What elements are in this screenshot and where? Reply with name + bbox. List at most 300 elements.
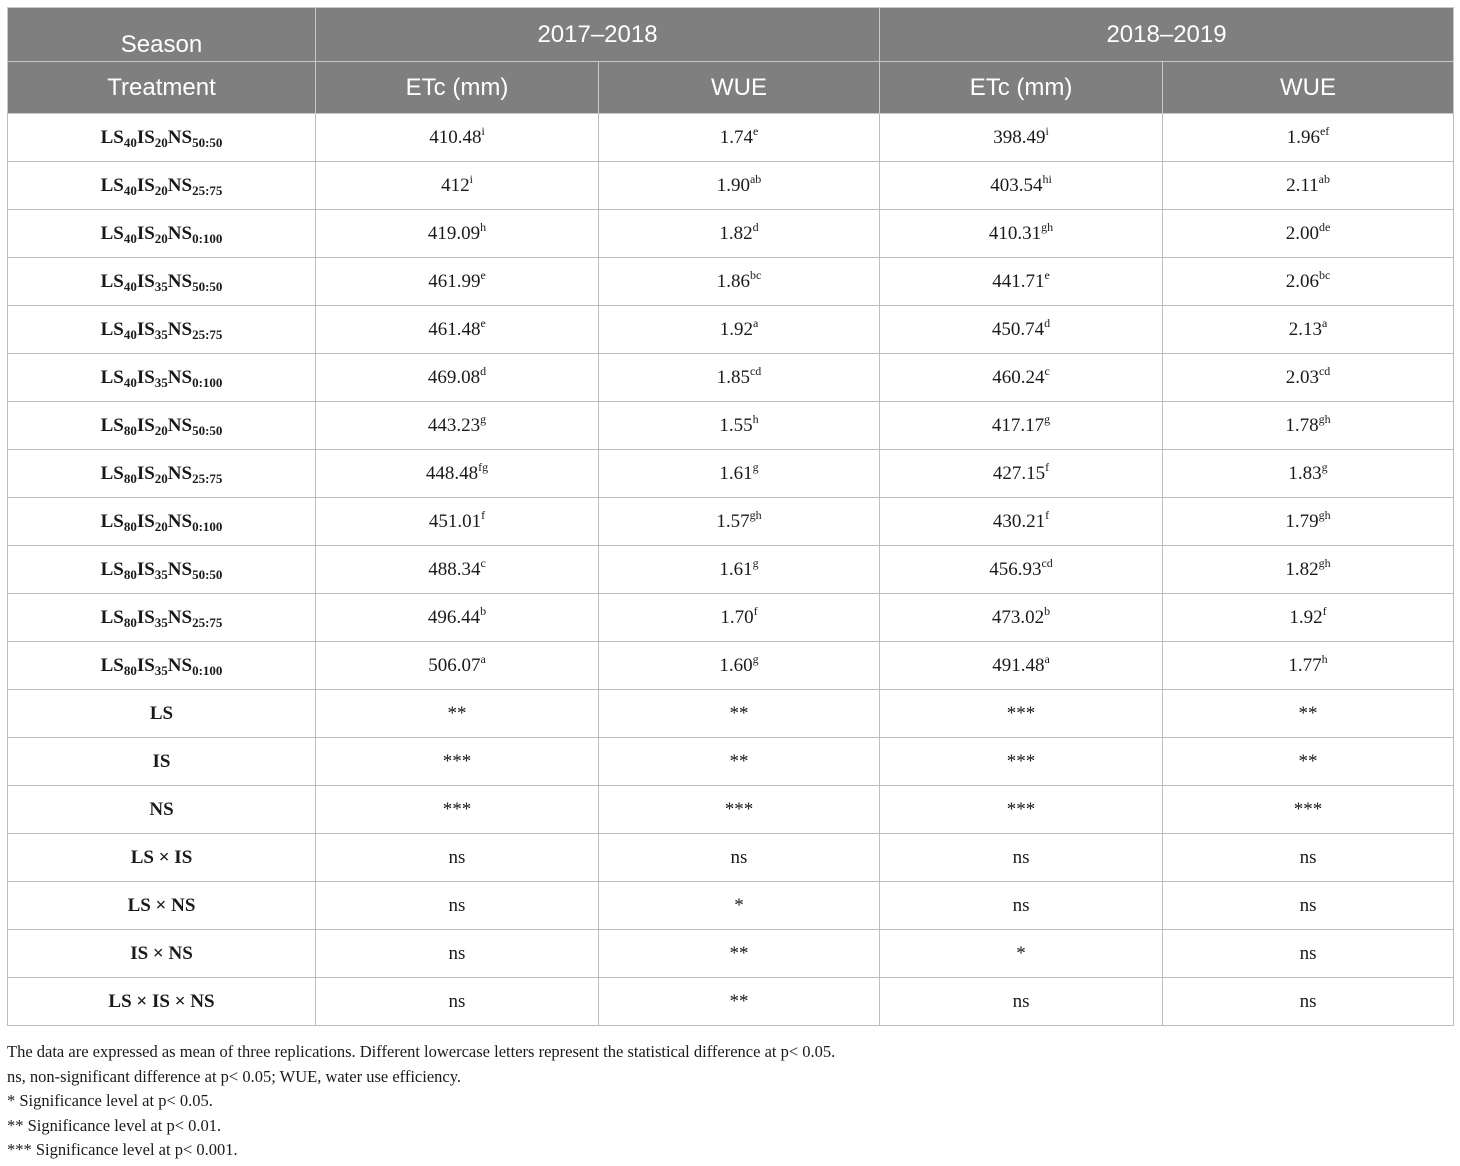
wue-cell <box>599 306 880 354</box>
footnote-line: *** Significance level at p< 0.001. <box>7 1140 238 1160</box>
etc-cell <box>880 594 1163 642</box>
treatment-factor: LS <box>100 270 124 292</box>
wue-cell <box>1163 498 1454 546</box>
wue-cell <box>1163 210 1454 258</box>
significance-letters: gh <box>1318 507 1331 522</box>
significance-letters: b <box>480 603 487 618</box>
cell-value: 451.01 <box>428 510 482 532</box>
significance-letters: b <box>1044 603 1051 618</box>
treatment-level: 50:50 <box>192 278 223 294</box>
significance-cell: ns <box>1163 930 1454 978</box>
cell-value: 456.93 <box>989 558 1042 580</box>
treatment-cell <box>8 546 316 594</box>
treatment-level: 80 <box>123 422 137 438</box>
significance-cell: * <box>599 882 880 930</box>
significance-cell: *** <box>880 786 1163 834</box>
effect-name-cell: LS × IS × NS <box>8 978 316 1026</box>
cell-value: 448.48 <box>425 462 479 484</box>
significance-cell: *** <box>316 738 599 786</box>
treatment-factor: LS <box>100 462 124 484</box>
table-row <box>8 258 1454 306</box>
significance-letters: d <box>1044 315 1051 330</box>
cell-value: 491.48 <box>992 654 1045 676</box>
significance-letters: g <box>480 411 487 426</box>
significance-letters: g <box>1044 411 1051 426</box>
wue-cell <box>1163 114 1454 162</box>
treatment-factor: LS <box>100 366 124 388</box>
cell-value: 488.34 <box>428 558 481 580</box>
significance-cell: *** <box>1163 786 1454 834</box>
treatment-factor: NS <box>167 558 193 580</box>
wue-cell <box>1163 642 1454 690</box>
significance-cell: ** <box>599 930 880 978</box>
treatment-cell <box>8 306 316 354</box>
significance-letters: gh <box>1318 555 1331 570</box>
treatment-factor: NS <box>167 126 193 148</box>
significance-letters: f <box>753 603 758 618</box>
cell-value: 1.92 <box>1289 606 1323 628</box>
treatment-factor: IS <box>136 126 155 148</box>
wue-cell <box>599 546 880 594</box>
cell-value: 1.70 <box>720 606 754 628</box>
cell-value: 2.00 <box>1285 222 1319 244</box>
results-table-container <box>7 7 1453 1026</box>
table-row <box>8 834 1454 882</box>
wue-cell <box>1163 402 1454 450</box>
cell-value: 1.61 <box>719 558 753 580</box>
treatment-factor: IS <box>136 606 155 628</box>
treatment-cell <box>8 354 316 402</box>
footnote-line: The data are expressed as mean of three replications. Different lowercase letters represent the statistical difference at p< 0.05. <box>7 1042 836 1061</box>
significance-letters: gh <box>1318 411 1331 426</box>
treatment-level: 20 <box>154 470 168 486</box>
treatment-level: 80 <box>123 470 137 486</box>
treatment-level: 40 <box>123 374 137 390</box>
effect-name-cell: IS × NS <box>8 930 316 978</box>
significance-letters: a <box>1321 315 1328 330</box>
table-body <box>8 114 1454 1026</box>
cell-value: 410.31 <box>988 222 1042 244</box>
table-row <box>8 498 1454 546</box>
significance-letters: e <box>480 315 486 330</box>
significance-cell: *** <box>599 786 880 834</box>
treatment-factor: NS <box>167 462 193 484</box>
footnote-line: * Significance level at p< 0.05. <box>7 1091 213 1111</box>
treatment-cell <box>8 258 316 306</box>
significance-letters: ab <box>749 171 762 186</box>
header-row-season <box>8 8 1454 62</box>
table-footnotes <box>7 1040 1447 1163</box>
treatment-factor: IS <box>136 654 155 676</box>
treatment-cell <box>8 498 316 546</box>
cell-value: 2.11 <box>1286 174 1319 196</box>
significance-letters: d <box>752 219 759 234</box>
significance-letters: d <box>480 363 487 378</box>
etc-cell <box>316 162 599 210</box>
treatment-factor: LS <box>100 222 124 244</box>
treatment-level: 80 <box>123 566 137 582</box>
wue-cell <box>1163 258 1454 306</box>
cell-value: 1.61 <box>719 462 753 484</box>
treatment-cell <box>8 162 316 210</box>
significance-letters: e <box>480 267 486 282</box>
significance-letters: cd <box>1041 555 1053 570</box>
treatment-factor: NS <box>167 414 193 436</box>
etc-cell <box>316 114 599 162</box>
etc-cell <box>880 354 1163 402</box>
effect-name-cell: NS <box>8 786 316 834</box>
significance-cell: ** <box>316 690 599 738</box>
table-row <box>8 882 1454 930</box>
treatment-level: 0:100 <box>192 662 223 678</box>
significance-letters: de <box>1318 219 1331 234</box>
cell-value: 506.07 <box>428 654 481 676</box>
significance-cell: ns <box>880 882 1163 930</box>
cell-value: 443.23 <box>427 414 481 436</box>
significance-letters: e <box>752 123 759 138</box>
wue-cell <box>599 354 880 402</box>
etc-cell <box>316 450 599 498</box>
cell-value: 410.48 <box>429 126 482 148</box>
significance-letters: f <box>1322 603 1327 618</box>
treatment-level: 0:100 <box>192 230 223 246</box>
etc-cell <box>316 210 599 258</box>
treatment-factor: IS <box>136 462 155 484</box>
etc-cell <box>316 594 599 642</box>
treatment-level: 0:100 <box>192 374 223 390</box>
significance-cell: ns <box>316 930 599 978</box>
significance-letters: c <box>1044 363 1050 378</box>
wue-cell <box>1163 450 1454 498</box>
table-row <box>8 450 1454 498</box>
treatment-level: 20 <box>154 134 168 150</box>
cell-value: 1.57 <box>716 510 750 532</box>
etc-cell <box>316 306 599 354</box>
treatment-cell <box>8 642 316 690</box>
treatment-factor: LS <box>100 174 124 196</box>
table-row <box>8 546 1454 594</box>
treatment-factor: LS <box>100 558 124 580</box>
treatment-factor: IS <box>136 558 155 580</box>
significance-cell: ns <box>316 978 599 1026</box>
cell-value: 412 <box>441 174 470 196</box>
treatment-cell <box>8 210 316 258</box>
significance-cell: ns <box>880 978 1163 1026</box>
table-row <box>8 210 1454 258</box>
treatment-level: 25:75 <box>192 470 223 486</box>
treatment-factor: LS <box>100 318 124 340</box>
significance-letters: hi <box>1042 171 1052 186</box>
treatment-factor: LS <box>100 414 124 436</box>
cell-value: 417.17 <box>991 414 1045 436</box>
treatment-level: 20 <box>154 422 168 438</box>
significance-cell: ns <box>316 834 599 882</box>
header-etc-1: ETc (mm) <box>316 62 599 114</box>
treatment-factor: IS <box>136 510 155 532</box>
treatment-level: 80 <box>123 518 137 534</box>
wue-cell <box>599 402 880 450</box>
treatment-level: 40 <box>123 278 137 294</box>
header-etc-2: ETc (mm) <box>880 62 1163 114</box>
cell-value: 398.49 <box>993 126 1046 148</box>
treatment-factor: NS <box>167 174 193 196</box>
treatment-level: 0:100 <box>192 518 223 534</box>
treatment-factor: LS <box>100 606 124 628</box>
wue-cell <box>1163 162 1454 210</box>
treatment-level: 35 <box>154 614 168 630</box>
cell-value: 1.96 <box>1286 126 1320 148</box>
wue-cell <box>599 162 880 210</box>
treatment-factor: IS <box>136 270 155 292</box>
effect-name-cell: LS × NS <box>8 882 316 930</box>
wue-cell <box>599 258 880 306</box>
significance-cell: * <box>880 930 1163 978</box>
effect-name-cell: LS <box>8 690 316 738</box>
treatment-level: 35 <box>154 326 168 342</box>
footnote-line: ** Significance level at p< 0.01. <box>7 1115 222 1135</box>
cell-value: 450.74 <box>991 318 1045 340</box>
significance-letters: a <box>752 315 759 330</box>
treatment-cell <box>8 450 316 498</box>
header-row-columns <box>8 62 1454 114</box>
etc-cell <box>880 306 1163 354</box>
wue-cell <box>599 594 880 642</box>
treatment-cell <box>8 594 316 642</box>
etc-cell <box>880 114 1163 162</box>
cell-value: 1.74 <box>719 126 753 148</box>
table-row <box>8 690 1454 738</box>
treatment-level: 20 <box>154 518 168 534</box>
treatment-cell <box>8 114 316 162</box>
treatment-level: 50:50 <box>192 422 223 438</box>
etc-cell <box>316 258 599 306</box>
cell-value: 427.15 <box>992 462 1046 484</box>
treatment-factor: NS <box>167 510 193 532</box>
cell-value: 469.08 <box>427 366 481 388</box>
table-row <box>8 354 1454 402</box>
significance-letters: g <box>752 555 759 570</box>
significance-letters: gh <box>749 507 762 522</box>
etc-cell <box>880 450 1163 498</box>
significance-cell: *** <box>316 786 599 834</box>
significance-letters: g <box>752 651 759 666</box>
significance-letters: f <box>1045 507 1050 522</box>
significance-cell: ** <box>1163 690 1454 738</box>
table-row <box>8 738 1454 786</box>
wue-cell <box>1163 594 1454 642</box>
treatment-factor: NS <box>167 222 193 244</box>
effect-name-cell: LS × IS <box>8 834 316 882</box>
wue-cell <box>599 114 880 162</box>
cell-value: 461.48 <box>428 318 481 340</box>
significance-cell: ** <box>599 978 880 1026</box>
treatment-level: 35 <box>154 662 168 678</box>
header-wue-1: WUE <box>599 62 880 114</box>
treatment-level: 35 <box>154 566 168 582</box>
treatment-factor: IS <box>136 318 155 340</box>
significance-cell: ns <box>1163 882 1454 930</box>
etc-cell <box>316 354 599 402</box>
treatment-factor: IS <box>136 174 155 196</box>
cell-value: 1.55 <box>719 414 753 436</box>
cell-value: 1.85 <box>716 366 750 388</box>
treatment-level: 35 <box>154 278 168 294</box>
header-season-1: 2017–2018 <box>316 8 880 62</box>
cell-value: 473.02 <box>991 606 1045 628</box>
treatment-factor: NS <box>167 654 193 676</box>
cell-value: 1.90 <box>716 174 750 196</box>
cell-value: 1.82 <box>1285 558 1319 580</box>
treatment-level: 50:50 <box>192 566 223 582</box>
table-row <box>8 978 1454 1026</box>
significance-letters: h <box>1321 651 1328 666</box>
cell-value: 460.24 <box>992 366 1045 388</box>
significance-letters: i <box>1045 123 1049 138</box>
cell-value: 1.60 <box>719 654 753 676</box>
wue-cell <box>1163 306 1454 354</box>
cell-value: 1.83 <box>1288 462 1322 484</box>
etc-cell <box>880 162 1163 210</box>
etc-cell <box>880 210 1163 258</box>
cell-value: 403.54 <box>990 174 1043 196</box>
significance-letters: a <box>480 651 486 666</box>
etc-cell <box>316 402 599 450</box>
significance-cell: *** <box>880 690 1163 738</box>
significance-cell: ns <box>599 834 880 882</box>
treatment-factor: IS <box>136 222 155 244</box>
table-row <box>8 594 1454 642</box>
etc-cell <box>880 402 1163 450</box>
significance-letters: e <box>1044 267 1050 282</box>
header-season-2: 2018–2019 <box>880 8 1454 62</box>
treatment-level: 40 <box>123 230 137 246</box>
etc-cell <box>880 642 1163 690</box>
significance-letters: h <box>752 411 759 426</box>
treatment-factor: NS <box>167 366 193 388</box>
significance-letters: fg <box>478 459 489 474</box>
significance-letters: bc <box>1318 267 1331 282</box>
significance-cell: ns <box>1163 978 1454 1026</box>
cell-value: 430.21 <box>992 510 1046 532</box>
treatment-level: 40 <box>123 182 137 198</box>
treatment-level: 20 <box>154 230 168 246</box>
treatment-factor: NS <box>167 606 193 628</box>
significance-letters: cd <box>1318 363 1331 378</box>
footnote-line: ns, non-significant difference at p< 0.05; WUE, water use efficiency. <box>7 1066 462 1086</box>
cell-value: 419.09 <box>427 222 481 244</box>
treatment-factor: LS <box>100 510 124 532</box>
header-wue-2: WUE <box>1163 62 1454 114</box>
significance-letters: i <box>469 171 473 186</box>
significance-cell: ** <box>599 690 880 738</box>
table-row <box>8 114 1454 162</box>
significance-cell: ** <box>599 738 880 786</box>
treatment-level: 80 <box>123 662 137 678</box>
significance-letters: cd <box>749 363 762 378</box>
cell-value: 441.71 <box>992 270 1045 292</box>
treatment-factor: NS <box>167 270 193 292</box>
cell-value: 461.99 <box>428 270 481 292</box>
significance-letters: c <box>480 555 486 570</box>
treatment-level: 20 <box>154 182 168 198</box>
treatment-factor: NS <box>167 318 193 340</box>
effect-name-cell: IS <box>8 738 316 786</box>
treatment-level: 25:75 <box>192 182 223 198</box>
treatment-level: 40 <box>123 134 137 150</box>
significance-letters: ab <box>1318 171 1330 186</box>
etc-cell <box>316 546 599 594</box>
wue-cell <box>1163 546 1454 594</box>
treatment-level: 40 <box>123 326 137 342</box>
results-table <box>7 7 1454 1026</box>
cell-value: 1.78 <box>1285 414 1319 436</box>
significance-cell: *** <box>880 738 1163 786</box>
significance-letters: f <box>481 507 486 522</box>
cell-value: 1.77 <box>1288 654 1322 676</box>
significance-letters: g <box>752 459 759 474</box>
cell-value: 496.44 <box>427 606 481 628</box>
cell-value: 2.03 <box>1285 366 1319 388</box>
significance-cell: ns <box>1163 834 1454 882</box>
significance-letters: f <box>1045 459 1050 474</box>
treatment-level: 35 <box>154 374 168 390</box>
etc-cell <box>880 258 1163 306</box>
significance-letters: bc <box>749 267 762 282</box>
wue-cell <box>599 642 880 690</box>
significance-letters: h <box>480 219 487 234</box>
treatment-factor: LS <box>100 654 124 676</box>
treatment-cell <box>8 402 316 450</box>
table-row <box>8 306 1454 354</box>
table-row <box>8 786 1454 834</box>
treatment-level: 25:75 <box>192 326 223 342</box>
wue-cell <box>599 498 880 546</box>
treatment-factor: LS <box>100 126 124 148</box>
significance-letters: g <box>1321 459 1328 474</box>
cell-value: 1.79 <box>1285 510 1319 532</box>
treatment-factor: IS <box>136 366 155 388</box>
etc-cell <box>880 546 1163 594</box>
significance-cell: ** <box>1163 738 1454 786</box>
etc-cell <box>316 498 599 546</box>
wue-cell <box>599 210 880 258</box>
table-row <box>8 162 1454 210</box>
treatment-factor: IS <box>136 414 155 436</box>
treatment-level: 80 <box>123 614 137 630</box>
significance-letters: i <box>481 123 485 138</box>
etc-cell <box>316 642 599 690</box>
table-row <box>8 642 1454 690</box>
table-row <box>8 402 1454 450</box>
wue-cell <box>1163 354 1454 402</box>
treatment-level: 50:50 <box>192 134 223 150</box>
significance-cell: ns <box>880 834 1163 882</box>
cell-value: 1.92 <box>719 318 753 340</box>
significance-letters: gh <box>1041 219 1054 234</box>
cell-value: 1.82 <box>719 222 753 244</box>
cell-value: 2.06 <box>1285 270 1319 292</box>
significance-letters: ef <box>1319 123 1330 138</box>
wue-cell <box>599 450 880 498</box>
table-row <box>8 930 1454 978</box>
header-season: Season <box>8 8 316 62</box>
significance-cell: ns <box>316 882 599 930</box>
treatment-level: 25:75 <box>192 614 223 630</box>
etc-cell <box>880 498 1163 546</box>
header-treatment: Treatment <box>8 62 316 114</box>
cell-value: 2.13 <box>1288 318 1322 340</box>
significance-letters: a <box>1044 651 1050 666</box>
